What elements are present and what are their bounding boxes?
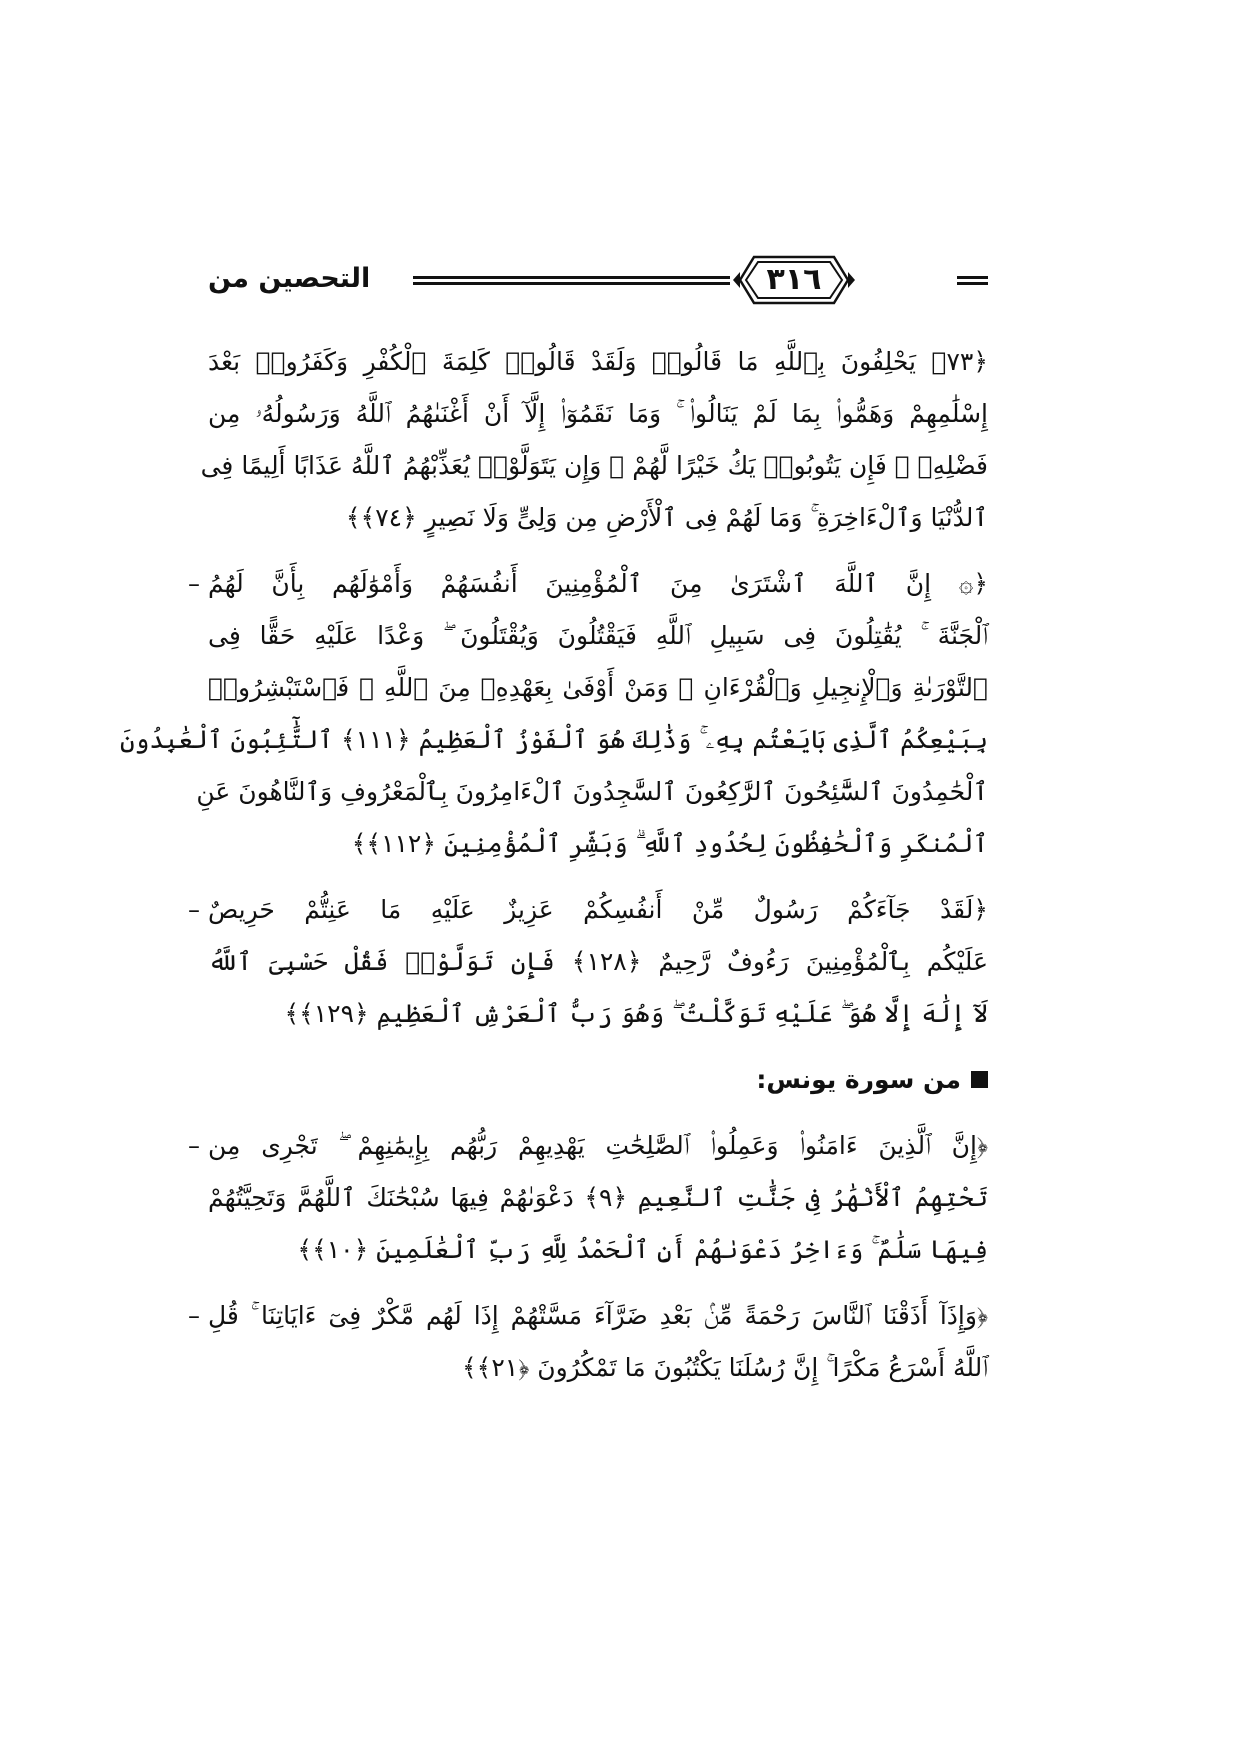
list-dash: –	[188, 1132, 200, 1160]
verse-line: فَضْلِهِۦ ۚ فَإِن يَتُوبُوا۟ يَكُ خَيْرًا لَّهُمْ ۖ وَإِن يَتَوَلَّوْا۟ يُعَذِّبْهُمُ ٱللَّهُ عَذَابًا أَلِيمًا فِى	[200, 451, 988, 480]
page-number: ٣١٦	[766, 262, 822, 297]
verse-line: ٱلْحَٰمِدُونَ ٱلسَّٰٓئِحُونَ ٱلرَّٰكِعُونَ ٱلسَّٰجِدُونَ ٱلْءَامِرُونَ بِٱلْمَعْرُوفِ وَٱلنَّاهُونَ عَنِ	[196, 777, 988, 806]
verse-block-4	[188, 1120, 988, 1276]
verse-block-3	[188, 884, 988, 1040]
page-body	[120, 336, 988, 1408]
book-title: التحصين من	[208, 263, 371, 294]
verse-line: فِيهَا سَلَٰمٌ ۚ وَءَاخِرُ دَعْوَىٰهُمْ أَنِ ٱلْحَمْدُ لِلَّهِ رَبِّ ٱلْعَٰلَمِينَ ﴿١٠﴾﴾	[297, 1235, 988, 1264]
verse-line: ٱلدُّنْيَا وَٱلْءَاخِرَةِ ۚ وَمَا لَهُمْ فِى ٱلْأَرْضِ مِن وَلِىٍّ وَلَا نَصِيرٍ ﴿٧٤﴾﴾	[345, 503, 988, 532]
verse-line: ﴿٧٣﴾ يَحْلِفُونَ بِٱللَّهِ مَا قَالُوا۟ وَلَقَدْ قَالُوا۟ كَلِمَةَ ٱلْكُفْرِ وَكَفَرُوا۟ بَعْدَ	[208, 347, 988, 376]
square-bullet-icon	[971, 1071, 988, 1088]
verse-block-1	[200, 336, 988, 544]
verse-line: بِبَيْعِكُمُ ٱلَّذِى بَايَعْتُم بِهِۦ ۚ وَذَٰلِكَ هُوَ ٱلْفَوْزُ ٱلْعَظِيمُ ﴿١١١﴾ ٱلتَّٰٓئِبُونَ ٱلْعَٰبِدُونَ	[120, 725, 988, 754]
verse-line: عَلَيْكُم بِٱلْمُؤْمِنِينَ رَءُوفٌ رَّحِيمٌ ﴿١٢٨﴾ فَإِن تَوَلَّوْا۟ فَقُلْ حَسْبِىَ ٱللَّهُ	[208, 947, 988, 976]
section-heading	[208, 1054, 988, 1106]
verse-line: ٱلتَّوْرَىٰةِ وَٱلْإِنجِيلِ وَٱلْقُرْءَانِ ۚ وَمَنْ أَوْفَىٰ بِعَهْدِهِۦ مِنَ ٱللَّهِ ۚ فَٱسْتَبْشِرُوا۟	[208, 673, 988, 702]
verse-line: ﴿۞ إِنَّ ٱللَّهَ ٱشْتَرَىٰ مِنَ ٱلْمُؤْمِنِينَ أَنفُسَهُمْ وَأَمْوَٰلَهُم بِأَنَّ لَهُمُ	[208, 569, 988, 598]
verse-line: ﴿إِنَّ ٱلَّذِينَ ءَامَنُوا۟ وَعَمِلُوا۟ ٱلصَّٰلِحَٰتِ يَهْدِيهِمْ رَبُّهُم بِإِيمَٰنِهِمْ ۖ تَجْرِى مِن	[208, 1131, 988, 1160]
verse-line: ٱلْجَنَّةَ ۚ يُقَٰتِلُونَ فِى سَبِيلِ ٱللَّهِ فَيَقْتُلُونَ وَيُقْتَلُونَ ۖ وَعْدًا عَلَيْهِ حَقًّا فِى	[208, 621, 988, 650]
running-header	[208, 254, 988, 308]
list-dash: –	[188, 896, 200, 924]
section-heading-text: من سورة يونس:	[756, 1065, 961, 1094]
page-number-frame	[732, 254, 956, 306]
verse-line: لَآ إِلَٰهَ إِلَّا هُوَ ۖ عَلَيْهِ تَوَكَّلْتُ ۖ وَهُوَ رَبُّ ٱلْعَرْشِ ٱلْعَظِيمِ ﴿١٢٩﴾﴾	[284, 999, 988, 1028]
verse-line: ﴿وَإِذَآ أَذَقْنَا ٱلنَّاسَ رَحْمَةً مِّنۢ بَعْدِ ضَرَّآءَ مَسَّتْهُمْ إِذَا لَهُم مَّكْرٌ فِىٓ ءَايَاتِنَا ۚ قُلِ	[208, 1301, 988, 1330]
verse-block-2	[120, 558, 988, 870]
header-rule-right	[957, 276, 988, 285]
verse-line: ٱلْمُنكَرِ وَٱلْحَٰفِظُونَ لِحُدُودِ ٱللَّهِ ۗ وَبَشِّرِ ٱلْمُؤْمِنِينَ ﴿١١٢﴾﴾	[351, 829, 988, 858]
list-dash: –	[188, 570, 200, 598]
verse-line: ﴿لَقَدْ جَآءَكُمْ رَسُولٌ مِّنْ أَنفُسِكُمْ عَزِيزٌ عَلَيْهِ مَا عَنِتُّمْ حَرِيصٌ	[208, 895, 988, 924]
verse-block-5	[188, 1290, 988, 1394]
verse-line: ٱللَّهُ أَسْرَعُ مَكْرًا ۚ إِنَّ رُسُلَنَا يَكْتُبُونَ مَا تَمْكُرُونَ ﴿٢١﴾﴾	[462, 1353, 988, 1382]
verse-line: إِسْلَٰمِهِمْ وَهَمُّوا۟ بِمَا لَمْ يَنَالُوا۟ ۚ وَمَا نَقَمُوٓا۟ إِلَّآ أَنْ أَغْنَىٰهُمُ ٱللَّهُ وَرَسُولُهُۥ مِن	[208, 399, 988, 428]
verse-line: تَحْتِهِمُ ٱلْأَنْهَٰرُ فِى جَنَّٰتِ ٱلنَّعِيمِ ﴿٩﴾ دَعْوَىٰهُمْ فِيهَا سُبْحَٰنَكَ ٱللَّهُمَّ وَتَحِيَّتُهُمْ	[208, 1183, 988, 1212]
list-dash: –	[188, 1302, 200, 1330]
